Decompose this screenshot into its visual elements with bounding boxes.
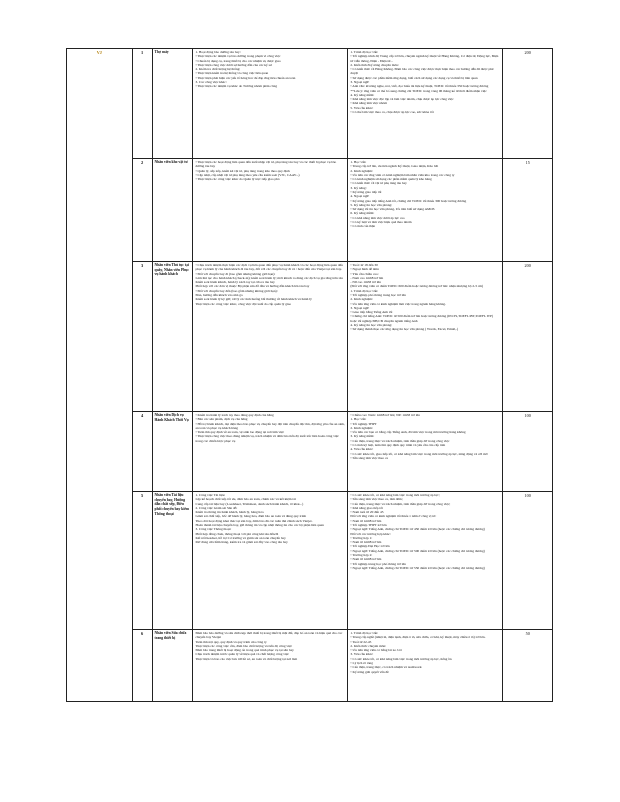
- table-row: [67, 159, 553, 262]
- text-line: • Tốt nghiệp THPT trở lên: [350, 522, 387, 527]
- text-line: 2. Kiến thức/Kỹ năng chuyên môn:: [350, 62, 399, 67]
- text-line: Tuân thủ nội quy, quy định và quy trình của công ty: [195, 639, 267, 644]
- text-line: Theo dõi hoạt động khai thác tại sân bay, đảm bảo đủ các tuân thủ chính sách Vietjet.: [195, 518, 313, 523]
- job-table: [66, 48, 553, 702]
- text-line: • Chứng chỉ tiếng Anh: TOEIC từ 500 điểm trở lên hoặc tương đương (IELTS,TOEFL iBT,TOEFL ITP) hoặc tốt nghiệp ĐH,CĐ chuyên ngành tiếng Anh: [350, 314, 494, 323]
- text-line: • Giao tiếp bằng Tiếng Anh tốt: [350, 310, 393, 315]
- text-line: • Thực hiện các nhiệm vụ khác do Trưởng nhóm phân công: [195, 84, 278, 89]
- text-line: • Ngoại ngữ: Tiếng Anh, chứng chỉ TOEIC từ 450 điểm trở lên (hoặc các chứng chỉ tương đương): [350, 527, 485, 532]
- text-line: 4. Yêu cầu khác:: [350, 447, 374, 452]
- text-line: 1. Trình độ học vấn:: [350, 50, 379, 54]
- text-line: Đối với ứng viên có kinh nghiệm tối thiểu 1 năm ở công vị trí:: [350, 514, 437, 519]
- text-line: • Có sức khỏe tốt, có khả năng làm việc trong môi trường áp lực, tiếng ồn: [350, 656, 452, 661]
- text-line: 4. Ngoại ngữ:: [350, 194, 370, 199]
- text-line: • Tốt nghiệp phổ thông trung học trở lên: [350, 292, 406, 297]
- job-description: [193, 262, 348, 412]
- row-number: 3: [132, 262, 152, 412]
- text-line: • Bán các sản phẩm, dịch vụ của hãng: [195, 417, 248, 422]
- row-number: 5: [132, 492, 152, 630]
- text-line: • Kỹ năng giải quyết vấn đề: [350, 669, 389, 674]
- text-line: • Trung cấp nghề (nhiệt tủ, điện lạnh, điện ô tô, sửa chữa, cơ khí, kỹ thuật, máy chiều ô tô) trở lên.: [350, 635, 486, 640]
- group-label: VJ: [67, 49, 133, 702]
- headcount: 15: [503, 159, 553, 262]
- text-line: Làm thủ tục cho hành khách (check-in); kiểm soát hành lý; mời khách ra dùng các dịch vụ gia tăng trên tàu: [195, 275, 343, 280]
- text-line: Mở đóng cửa hầm hàng, kiểm tra và giám sát đầy vào công tàu bay: [195, 540, 288, 545]
- text-line: - Nữ cao 1m58 trở lên: [350, 280, 381, 285]
- text-line: 3. Các công việc khác:: [195, 79, 227, 84]
- text-line: • Cập nhật, cấp nhật vật tư phụ tùng theo yêu cầu kiểm soát (VJC, CAAV...): [195, 172, 300, 177]
- text-line: • Có tính kỷ luật, tuân thủ quy định quy trình và yêu cầu của cấp trên: [350, 442, 446, 447]
- headcount: 50: [503, 630, 553, 702]
- text-line: • Có tính cẩn thận: [350, 224, 376, 229]
- text-line: 2. Kinh nghiệm:: [350, 425, 373, 430]
- text-line: • Thực hiện các công việc khác do Quản lý trực tiếp giao phó: [195, 177, 280, 182]
- text-line: • Có kinh nghiệm sử dụng các phần mềm quản lý kho hàng: [350, 177, 432, 182]
- text-line: Thực hiện và báo cáo việc lưu trữ hồ sơ, an toàn và chất lượng tại nơi làm: [195, 656, 298, 661]
- table-row: [67, 492, 553, 630]
- job-description: [193, 412, 348, 492]
- text-line: Lập kế hoạch chất xếp tối ưu, đảm bảo an toàn, chính xác và kết kiệm tài: [195, 497, 296, 502]
- text-line: 1. Học vấn:: [350, 160, 367, 164]
- text-line: • Khả năng làm việc độc lập và làm việc nhóm, chịu được áp lực công việc: [350, 97, 454, 102]
- text-line: • Sẵn sàng làm việc theo ca: [350, 455, 389, 460]
- text-line: • Ưu tiên ứng viên có kinh nghiệm làm việc trong ngành hàng không.: [350, 301, 446, 306]
- headcount: 200: [503, 262, 553, 412]
- text-line: • Nam từ 1m68 trở lên: [350, 540, 382, 545]
- position-title: Nhân viên Tài liệu chuyến bay, Hướng dẫn chất xếp, Điều phối chuyến bay kiêm Thông thoại: [152, 492, 193, 630]
- text-line: 4. Kỹ năng mềm:: [350, 92, 375, 97]
- text-line: • Ngoại hình dễ nhìn: [350, 267, 379, 272]
- text-line: • Tuổi từ 22-45: [350, 639, 372, 644]
- job-description: [193, 630, 348, 702]
- text-line: 1. Trình độ học vấn:: [350, 288, 379, 293]
- text-line: Hoàn thành tài liệu chuyến bay, gửi thông tin và cập nhật thông tin cho các bộ phận liên quan: [195, 522, 324, 527]
- text-line: Đảm bảo bảo dưỡng và sửa chữa kịp thời thiết bị trong thiết bị mặt đất, đáp bổ an toàn và hiệu quả cho các chuyến bay Vietjet: [195, 631, 343, 640]
- text-line: • Đối với chuyến bay đi (bao gồm nhưng không giới hạn):: [195, 271, 276, 276]
- job-requirements: [348, 492, 503, 630]
- job-description: [193, 159, 348, 262]
- text-line: • Thực hiện kiểm tra hệ thống và công việc liên quan: [195, 71, 269, 76]
- text-line: 2. Kiến thức chuyên môn:: [350, 643, 387, 648]
- text-line: • Có kiến thức về Hàng Không. Đảm bảo các công việc được thực hiện theo các hướng dẫn đã được phê duyệt: [350, 67, 494, 76]
- text-line: - Nam cao 1m68 trở lên: [350, 275, 384, 280]
- text-line: • Kiểm tra hành lý xách tay theo đúng quy định của hãng: [195, 413, 274, 417]
- job-requirements: [348, 159, 503, 262]
- text-line: • Ưu tiên các bạn có bằng cấp Tiếng Anh, đã làm việc trong môi trường hàng không: [350, 430, 466, 435]
- table-row: [67, 49, 553, 159]
- text-line: • Nam tuổi từ 20 đến 45: [350, 510, 384, 515]
- text-line: 3. Yêu cầu khác:: [350, 652, 374, 657]
- text-line: • Tốt nghiệp THPT: [350, 421, 377, 426]
- position-title: Nhân viên Dịch vụ Hành Khách Thời Vụ: [152, 412, 193, 492]
- job-requirements: [348, 49, 503, 159]
- text-line: Đảm bảo trang thiết bị hoạt động ổn trong quá trình phục vụ tại sân bay: [195, 648, 294, 653]
- text-line: 3. Công việc Thông thoại:: [195, 527, 232, 532]
- position-title: Nhân viên Thủ tục tại quầy, Nhân viên Phục vụ hành khách: [152, 262, 193, 412]
- text-line: 3. Ngoại ngữ:: [350, 79, 370, 84]
- text-line: 2. Kinh nghiệm:: [350, 297, 373, 302]
- text-line: Kiểm soát hành khách, hành lý xách tay tại cửa ra tàu bay: [195, 280, 275, 285]
- text-line: • Thực hiện công việc dưới sự hướng dẫn của các kỹ sư: [195, 62, 272, 67]
- text-line: Phối hợp với các đơn vị thuộc Bộ phận sân đỗ đầu và hướng dẫn khách lên tàu bay: [195, 284, 310, 289]
- text-line: Kết nối headset, hỗ trợ Cơ trưởng và giám sát an toàn chuyến bay: [195, 535, 286, 540]
- position-title: Nhân viên Sửa chữa trang thiết bị: [152, 630, 193, 702]
- text-line: 1. Hoạt động bảo dưỡng tàu bay:: [195, 50, 241, 54]
- text-line: Phối hợp đồng chưa, thông thoại với phi công khi tàu đến/đi: [195, 531, 279, 536]
- text-line: 3. Kỹ năng mềm:: [350, 434, 375, 439]
- text-line: 4. Kỹ năng tin học văn phòng:: [350, 322, 393, 327]
- text-line: • Chiều cao: Nam: 1m68 trở lên; Nữ: 1m58 trở lên: [350, 413, 420, 417]
- text-line: • Có kiến thức về vật tư phụ tùng tàu bay: [350, 181, 407, 186]
- text-line: 5. Kỹ năng tin học văn phòng:: [350, 202, 393, 207]
- text-line: • Chuẩn bị dụng cụ, trang thiết bị cho các nhiệm vụ được giao: [195, 58, 281, 63]
- row-number: 4: [132, 412, 152, 492]
- job-description: [193, 492, 348, 630]
- headcount: 100: [503, 412, 553, 492]
- text-line: • Khả năng làm việc nhóm: [350, 101, 388, 106]
- text-line: • Kỹ năng giao tiếp tốt: [350, 189, 382, 194]
- text-line: Thực hiện các công việc cần, đảm bảo chất lượng và tiến độ công việc: [195, 643, 293, 648]
- text-line: 3. Kỹ năng:: [350, 185, 367, 190]
- text-line: Kiểm tra thông tin hành khách, hành lý, hàng hóa: [195, 510, 264, 515]
- row-number: 2: [132, 159, 152, 262]
- text-line: (Đối với ứng viên có điểm TOEIC 600 điểm hoặc tương đương trở lên: nhận nhượng bộ 2-3 cm): [350, 284, 484, 289]
- text-line: • Quản lý, sắp xếp, kiểm kê vật tư, phụ tùng trong kho theo quy định: [195, 168, 290, 173]
- text-line: • Thực hiện các hoạt động liên quan đến xuất nhập vật tư, phụ tùng tàu bay và các thiết bị phục vụ bảo dưỡng tàu bay: [195, 160, 337, 169]
- text-line: 1. Công việc Tài liệu:: [195, 493, 226, 497]
- text-line: 2. Kinh nghiệm:: [350, 168, 373, 173]
- text-line: • Lý lịch rõ ràng: [350, 660, 373, 665]
- job-requirements: [348, 630, 503, 702]
- text-line: Đối với các trường hợp khác:: [350, 531, 391, 536]
- text-line: • Kỹ năng giao tiếp tiếng Anh tốt, chứng chỉ TOEIC tối thiểu 300 hoặc tương đương: [350, 198, 467, 203]
- text-line: 1. Trình độ học vấn:: [350, 631, 379, 635]
- position-title: Thợ máy: [152, 49, 193, 159]
- text-line: • Có sức khỏe tốt, giao tiếp tốt, có khả năng làm việc trong môi trường áp lực, năng động và cởi mở: [350, 451, 488, 456]
- text-line: • Tuổi: từ 18 đến 30: [350, 263, 378, 267]
- text-line: • Chịu trách nhiệm thực hiện các dịch vụ liên quan đến phục vụ hành khách và các hoạt động liên quan đến phục vụ hành lý của hành khách đi tàu bay, đối với các chuyến bay đi và / hoặc đến của Vietjet tại sân bay.: [195, 263, 343, 272]
- text-line: • Sử dụng được các phần mềm ứng dụng, biết cách sử dụng các dụng cụ và thiết bị liên quan: [350, 75, 478, 80]
- text-line: • Khả năng giao tiếp tốt: [350, 505, 384, 510]
- text-line: Cung cấp tài liệu bay (Loadsheet, Trimsheet, danh sách hành khách, tờ khai...): [195, 501, 304, 506]
- text-line: • Tốt nghiệp Đại Học trở lên: [350, 544, 390, 549]
- text-line: • Sử dụng thành thạo các ứng dụng tin học văn phòng ( Words, Excel, Email,.): [350, 327, 459, 332]
- text-line: Kiểm soát hành lý ký gửi; xử lý các tình huống bất thường về hành khách và hành lý: [195, 297, 312, 302]
- text-line: • Cẩn thận, trung thực, có trách nhiệm và teamwork: [350, 665, 422, 670]
- headcount: 200: [503, 49, 553, 159]
- text-line: • Có kỹ luật và làm việc hiệu quả theo nhóm: [350, 219, 412, 224]
- text-line: Thực hiện các công việc khác, công việc đột xuất do cấp quản lý giao: [195, 301, 292, 306]
- text-line: • Ưu tiên ứng viên có bằng lái xe ô tô: [350, 648, 402, 653]
- text-line: • Ngoại ngữ: Tiếng Anh, chứng chỉ TOEIC từ 550 điểm trở lên (hoặc các chứng chỉ tương đương): [350, 565, 485, 570]
- text-line: • Trường hợp 1:: [350, 535, 373, 540]
- text-line: • Nam từ 1m68 trở lên: [350, 557, 382, 562]
- text-line: • Tốt nghiệp trình độ Trung cấp trở lên, chuyên ngành kỹ thuật về Hàng Không, Cơ điện tử, Động lực, Điện tử viễn thông, Điện - Điện tử...: [350, 54, 499, 63]
- row-number: 6: [132, 630, 152, 702]
- text-line: 2. Kiểm tra chất lượng hệ thống:: [195, 67, 241, 72]
- text-line: • Ngoại ngữ: Tiếng Anh, chứng chỉ TOEIC từ 500 điểm trở lên (hoặc các chứng chỉ tương đương): [350, 548, 485, 553]
- text-line: • Hỗ trợ hành khách, đại diện theo bảo phục vụ chuyến bay đặt trên chuyến đặc thù, đặt ứng yêu cầu an sinh, an toàn và phục vụ khách hàng: [195, 421, 345, 430]
- text-line: • Ưu tiên các ứng viên có kinh nghiệm làm nhân viên kho trong các công ty: [350, 172, 455, 177]
- text-line: • Nam từ 1m68 trở lên: [350, 518, 382, 523]
- table-row: [67, 412, 553, 492]
- table-row: [67, 262, 553, 412]
- text-line: • Có thể làm việc theo ca, chịu được áp lực cao, sức khỏe tốt: [350, 109, 434, 114]
- text-line: 3. Ngoại ngữ:: [350, 305, 370, 310]
- text-line: • Tốt nghiệp trung học phổ thông trở lên: [350, 561, 406, 566]
- text-line: 5. Yêu cầu khác:: [350, 105, 374, 110]
- headcount: 100: [503, 492, 553, 630]
- text-line: Chịu trách nhiệm trước quản lý về hiệu quả và chất lượng công việc: [195, 652, 289, 657]
- text-line: **Lưu ý: ứng viên có thể bổ sung chứng chỉ TOEIC trong vòng 06 tháng kể từ thời điểm nhận việc: [350, 88, 487, 93]
- job-requirements: [348, 262, 503, 412]
- text-line: • Cẩn thận, trung thực và trách nhiệm, tinh thần giúp đỡ trong công việc;: [350, 501, 451, 506]
- text-line: • Đối với chuyến bay đến (bao gồm nhưng không giới hạn):: [195, 288, 278, 293]
- text-line: • Cẩn thận, trung thực và trách nhiệm, tinh thần giúp đỡ trong công việc: [350, 438, 450, 443]
- text-line: Giám sát chất xếp, bốc dỡ hành lý, hàng hóa, đảm bảo an toàn và đúng quy trình: [195, 514, 307, 519]
- text-line: • Thực hiện phát hiện các yếu tố hỏng hóc để đáp ứng tiêu chuẩn an toàn: [195, 75, 296, 80]
- text-line: • Trung cấp trở lên, ưu tiên ngành Kỹ thuật, Giao nhận, Kho bãi: [350, 164, 439, 169]
- text-line: • Sẵn sàng làm việc theo ca, làm đêm;: [350, 497, 403, 502]
- text-line: Đón, hướng dẫn khách vào nhà ga: [195, 292, 243, 297]
- text-line: • Có sức khỏe tốt, có khả năng làm việc trong môi trường áp lực;: [350, 493, 440, 497]
- job-requirements: [348, 412, 503, 492]
- text-line: • Tuân thủ quy định về an toàn, vệ sinh lao động tại nơi làm việc: [195, 430, 285, 435]
- text-line: 2. Công việc Giám sát Sân đỗ:: [195, 505, 238, 510]
- text-line: • Thực hiện các nhiệm vụ bảo dưỡng trong phạm vi công việc: [195, 54, 281, 59]
- text-line: • Có khả năng làm việc dưới áp lực cao: [350, 215, 405, 220]
- text-line: 6. Kỹ năng mềm:: [350, 211, 375, 216]
- text-line: • Thực hiện công việc theo đúng nhiệm vụ, trách nhiệm và đảm bảo tiến độ xuất xắc liên hoàn công việc trong các chiến lược phục vụ: [195, 434, 339, 443]
- text-line: 1. Học vấn:: [350, 417, 367, 422]
- row-number: 1: [132, 49, 152, 159]
- text-line: • Anh văn: kĩ năng nghe, nói, viết, đọc hiểu tài liệu kỹ thuật, TOEIC tối thiểu 350 hoặc tương đương: [350, 84, 489, 89]
- text-line: • Trường hợp 2:: [350, 552, 373, 557]
- job-description: [193, 49, 348, 159]
- text-line: • Sử dụng tốt tin học văn phòng, Ưu tiên biết sử dụng AMOS: [350, 207, 435, 212]
- table-row: [67, 630, 553, 702]
- position-title: Nhân viên kho vật tư: [152, 159, 193, 262]
- text-line: • Yêu cầu chiều cao:: [350, 271, 379, 276]
